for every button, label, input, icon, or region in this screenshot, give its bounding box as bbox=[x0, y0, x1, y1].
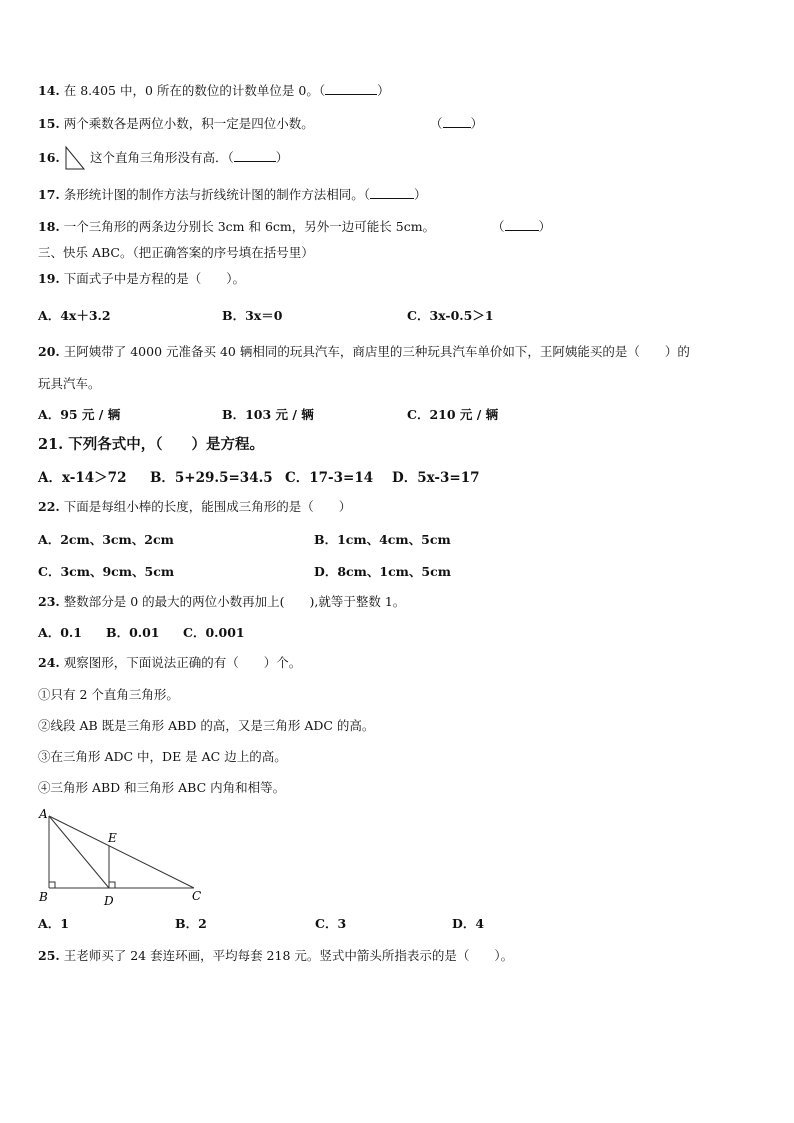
section-heading: 三、快乐 ABC。（把正确答案的序号填在括号里） bbox=[38, 245, 314, 260]
question-14: 14. 在 8.405 中，0 所在的数位的计数单位是 0。（ ） bbox=[38, 83, 390, 98]
option-a[interactable]: A．x-14＞72 bbox=[38, 470, 127, 486]
question-text: 两个乘数各是两位小数，积一定是四位小数。 bbox=[63, 116, 314, 131]
statement-3: ③在三角形 ADC 中，DE 是 AC 边上的高。 bbox=[38, 749, 287, 764]
question-20 bbox=[38, 344, 690, 360]
question-text: 观察图形，下面说法正确的有（ ）个。 bbox=[63, 655, 302, 670]
question-22 bbox=[38, 499, 351, 515]
question-number: 16. bbox=[38, 150, 60, 165]
question-23 bbox=[38, 594, 405, 610]
label-e: E bbox=[108, 831, 117, 845]
option-b[interactable]: B．3x＝0 bbox=[222, 308, 283, 323]
question-16 bbox=[38, 150, 60, 166]
question-21 bbox=[38, 437, 264, 453]
geometry-figure bbox=[34, 806, 209, 906]
segment-ad bbox=[49, 816, 109, 888]
question-number: 15. bbox=[38, 116, 60, 131]
option-b[interactable]: B．5+29.5=34.5 bbox=[150, 470, 273, 486]
option-c[interactable]: C．3x-0.5＞1 bbox=[407, 308, 494, 323]
question-15 bbox=[38, 116, 314, 132]
statement-2: ②线段 AB 既是三角形 ABD 的高，又是三角形 ADC 的高。 bbox=[38, 718, 375, 733]
option-c[interactable]: C．17-3=14 bbox=[285, 470, 374, 486]
option-c[interactable]: C．0.001 bbox=[183, 625, 245, 640]
question-25 bbox=[38, 948, 513, 964]
option-a[interactable]: A．2cm、3cm、2cm bbox=[38, 532, 174, 547]
segment-ac bbox=[49, 816, 194, 888]
question-17: 17. 条形统计图的制作方法与折线统计图的制作方法相同。（ ） bbox=[38, 187, 427, 202]
question-text: 王阿姨带了 4000 元准备买 40 辆相同的玩具汽车，商店里的三种玩具汽车单价如下，王阿姨能买的是（ ）的 bbox=[63, 344, 690, 359]
question-text: 条形统计图的制作方法与折线统计图的制作方法相同。（ bbox=[63, 187, 370, 202]
answer-blank[interactable] bbox=[370, 187, 414, 199]
option-c[interactable]: C．3 bbox=[315, 916, 347, 931]
question-text: 在 8.405 中，0 所在的数位的计数单位是 0。（ bbox=[63, 83, 326, 98]
question-number: 18. bbox=[38, 219, 60, 234]
question-text: 一个三角形的两条边分别长 3cm 和 6cm，另外一边可能长 5cm。 bbox=[63, 219, 436, 234]
question-15-answer: （ ） bbox=[430, 116, 484, 131]
question-text: 下面式子中是方程的是（ ）。 bbox=[63, 271, 245, 286]
option-b[interactable]: B．103 元 / 辆 bbox=[222, 407, 314, 422]
question-24 bbox=[38, 655, 301, 671]
option-b[interactable]: B．2 bbox=[175, 916, 207, 931]
answer-blank[interactable] bbox=[325, 83, 377, 95]
right-triangle-icon bbox=[64, 145, 86, 171]
question-text: 王老师买了 24 套连环画，平均每套 218 元。竖式中箭头所指表示的是（ ）。 bbox=[63, 948, 514, 963]
question-number: 17. bbox=[38, 187, 60, 202]
question-number: 22. bbox=[38, 499, 60, 514]
answer-blank[interactable] bbox=[443, 116, 471, 128]
option-b[interactable]: B．1cm、4cm、5cm bbox=[314, 532, 451, 547]
question-text: 这个直角三角形没有高．（ bbox=[90, 150, 234, 165]
option-d[interactable]: D．8cm、1cm、5cm bbox=[314, 564, 451, 579]
question-number: 21. bbox=[38, 436, 64, 453]
question-18 bbox=[38, 219, 435, 235]
question-number: 24. bbox=[38, 655, 60, 670]
question-16-text: 这个直角三角形没有高．（ ） bbox=[90, 150, 289, 165]
option-a[interactable]: A．0.1 bbox=[38, 625, 82, 640]
question-text: 下列各式中，（ ）是方程。 bbox=[68, 436, 265, 453]
option-a[interactable]: A．4x＋3.2 bbox=[38, 308, 111, 323]
option-d[interactable]: D．4 bbox=[452, 916, 485, 931]
answer-blank[interactable] bbox=[505, 219, 539, 231]
option-a[interactable]: A．1 bbox=[38, 916, 69, 931]
option-a[interactable]: A．95 元 / 辆 bbox=[38, 407, 121, 422]
question-number: 19. bbox=[38, 271, 60, 286]
answer-blank[interactable] bbox=[234, 150, 276, 162]
question-19 bbox=[38, 271, 245, 287]
statement-1: ①只有 2 个直角三角形。 bbox=[38, 687, 179, 702]
question-number: 20. bbox=[38, 344, 60, 359]
question-text: 整数部分是 0 的最大的两位小数再加上( ),就等于整数 1。 bbox=[63, 594, 406, 609]
question-text: 下面是每组小棒的长度，能围成三角形的是（ ） bbox=[63, 499, 352, 514]
right-angle-mark-d bbox=[109, 882, 115, 888]
question-number: 23. bbox=[38, 594, 60, 609]
label-a: A bbox=[39, 807, 48, 821]
option-c[interactable]: C．3cm、9cm、5cm bbox=[38, 564, 175, 579]
question-number: 14. bbox=[38, 83, 60, 98]
label-b: B bbox=[39, 890, 48, 904]
question-20-cont: 玩具汽车。 bbox=[38, 376, 101, 391]
label-c: C bbox=[192, 889, 202, 903]
label-d: D bbox=[104, 894, 114, 906]
statement-4: ④三角形 ABD 和三角形 ABC 内角和相等。 bbox=[38, 780, 286, 795]
option-c[interactable]: C．210 元 / 辆 bbox=[407, 407, 499, 422]
option-b[interactable]: B．0.01 bbox=[106, 625, 160, 640]
question-18-answer: （ ） bbox=[492, 219, 552, 234]
question-number: 25. bbox=[38, 948, 60, 963]
option-d[interactable]: D．5x-3=17 bbox=[392, 470, 480, 486]
right-angle-mark-b bbox=[49, 882, 55, 888]
